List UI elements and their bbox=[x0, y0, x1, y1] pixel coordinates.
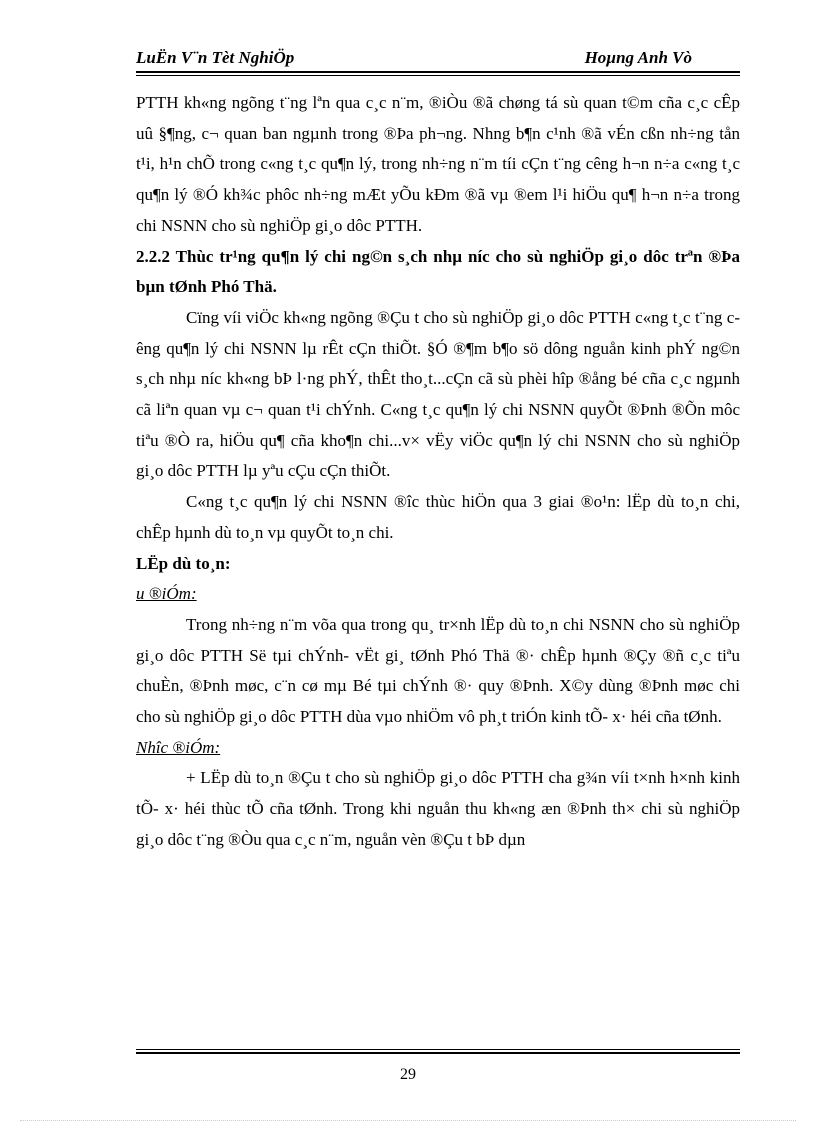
advantages-label bbox=[136, 579, 740, 610]
subheading-budget: LËp dù to¸n: bbox=[136, 553, 231, 573]
paragraph-stages: C«ng t¸c qu¶n lý chi NSNN ®îc thùc hiÖn qua 3 giai ®o¹n: lËp dù to¸n chi, chÊp hµnh dù to¸n vµ quyÕt to¸n chi. bbox=[136, 492, 740, 542]
page-body bbox=[136, 88, 740, 856]
header-rule bbox=[136, 71, 740, 73]
header-rule-thin bbox=[136, 75, 740, 76]
paragraph-intro: PTTH kh«ng ngõng t¨ng lªn qua c¸c n¨m, ®iÒu ®ã chøng tá sù quan t©m cña c¸c cÊp uû §¶ng, c¬ quan ban ngµnh trong ®Þa ph¬ng. Nhng b¶n c¹nh ®ã vÉn cßn nh÷ng tån t¹i, h¹n chÕ trong c«ng t¸c qu¶n lý, trong nh÷ng n¨m tíi cÇn t¨ng cêng h¬n n÷a c«ng t¸c qu¶n lý ®Ó kh¾c phôc nh÷ng mÆt yÕu kÐm ®ã vµ ®em l¹i hiÖu qu¶ h¬n n÷a trong chi NSNN cho sù nghiÖp gi¸o dôc PTTH. bbox=[136, 93, 740, 235]
disadvantages-label-text: Nhîc ®iÓm: bbox=[136, 737, 221, 757]
page-number: 29 bbox=[400, 1066, 416, 1083]
footer-rule bbox=[136, 1052, 740, 1054]
header-author-name: Hoµng Anh Vò bbox=[584, 48, 692, 67]
paragraph-advantages: Trong nh÷ng n¨m võa qua trong qu¸ tr×nh lËp dù to¸n chi NSNN cho sù nghiÖp gi¸o dôc PTTH Së tµi chÝnh- vËt gi¸ tØnh Phó Thä ®· chÊp hµnh ®Çy ®ñ c¸c tiªu chuÈn, ®Þnh møc, c¨n cø mµ Bé tµi chÝnh ®· quy ®Þnh. X©y dùng ®Þnh møc chi cho sù nghiÖp gi¸o dôc PTTH dùa vµo nhiÖm vô ph¸t triÓn kinh tÕ- x· héi cña tØnh. bbox=[136, 614, 740, 727]
section-heading: 2.2.2 Thùc tr¹ng qu¶n lý chi ng©n s¸ch nhµ níc cho sù nghiÖp gi¸o dôc trªn ®Þa bµn tØnh Phó Thä. bbox=[136, 246, 740, 297]
advantages-label-text: u ®iÓm: bbox=[136, 584, 197, 604]
header-thesis-title: LuËn V¨n Tèt NghiÖp bbox=[136, 48, 295, 67]
page-edge-divider bbox=[20, 1120, 796, 1121]
footer-rule-thin bbox=[136, 1049, 740, 1050]
disadvantages-label bbox=[136, 733, 740, 764]
running-header bbox=[136, 48, 740, 70]
paragraph-investment: Cïng víi viÖc kh«ng ngõng ®Çu t cho sù nghiÖp gi¸o dôc PTTH c«ng t¸c t¨ng cêng qu¶n lý chi NSNN lµ rÊt cÇn thiÕt. §Ó ®¶m b¶o sö dông nguån kinh phÝ ng©n s¸ch nhµ níc kh«ng bÞ l·ng phÝ, thÊt tho¸t...cÇn cã sù phèi hîp ®ång bé cña c¸c ngµnh cã liªn quan vµ c¬ quan t¹i chÝnh. C«ng t¸c qu¶n lý chi NSNN quyÕt ®Þnh ®Õn môc tiªu ®Ò ra, hiÖu qu¶ cña kho¶n chi...v× vËy viÖc qu¶n lý chi NSNN cho sù nghiÖp gi¸o dôc PTTH lµ yªu cÇu cÇn thiÕt. bbox=[136, 307, 740, 481]
paragraph-disadvantages: + LËp dù to¸n ®Çu t cho sù nghiÖp gi¸o dôc PTTH cha g¾n víi t×nh h×nh kinh tÕ- x· héi thùc tÕ cña tØnh. Trong khi nguån thu kh«ng æn ®Þnh th× chi sù nghiÖp gi¸o dôc t¨ng ®Òu qua c¸c n¨m, nguån vèn ®Çu t bÞ dµn bbox=[136, 768, 740, 849]
